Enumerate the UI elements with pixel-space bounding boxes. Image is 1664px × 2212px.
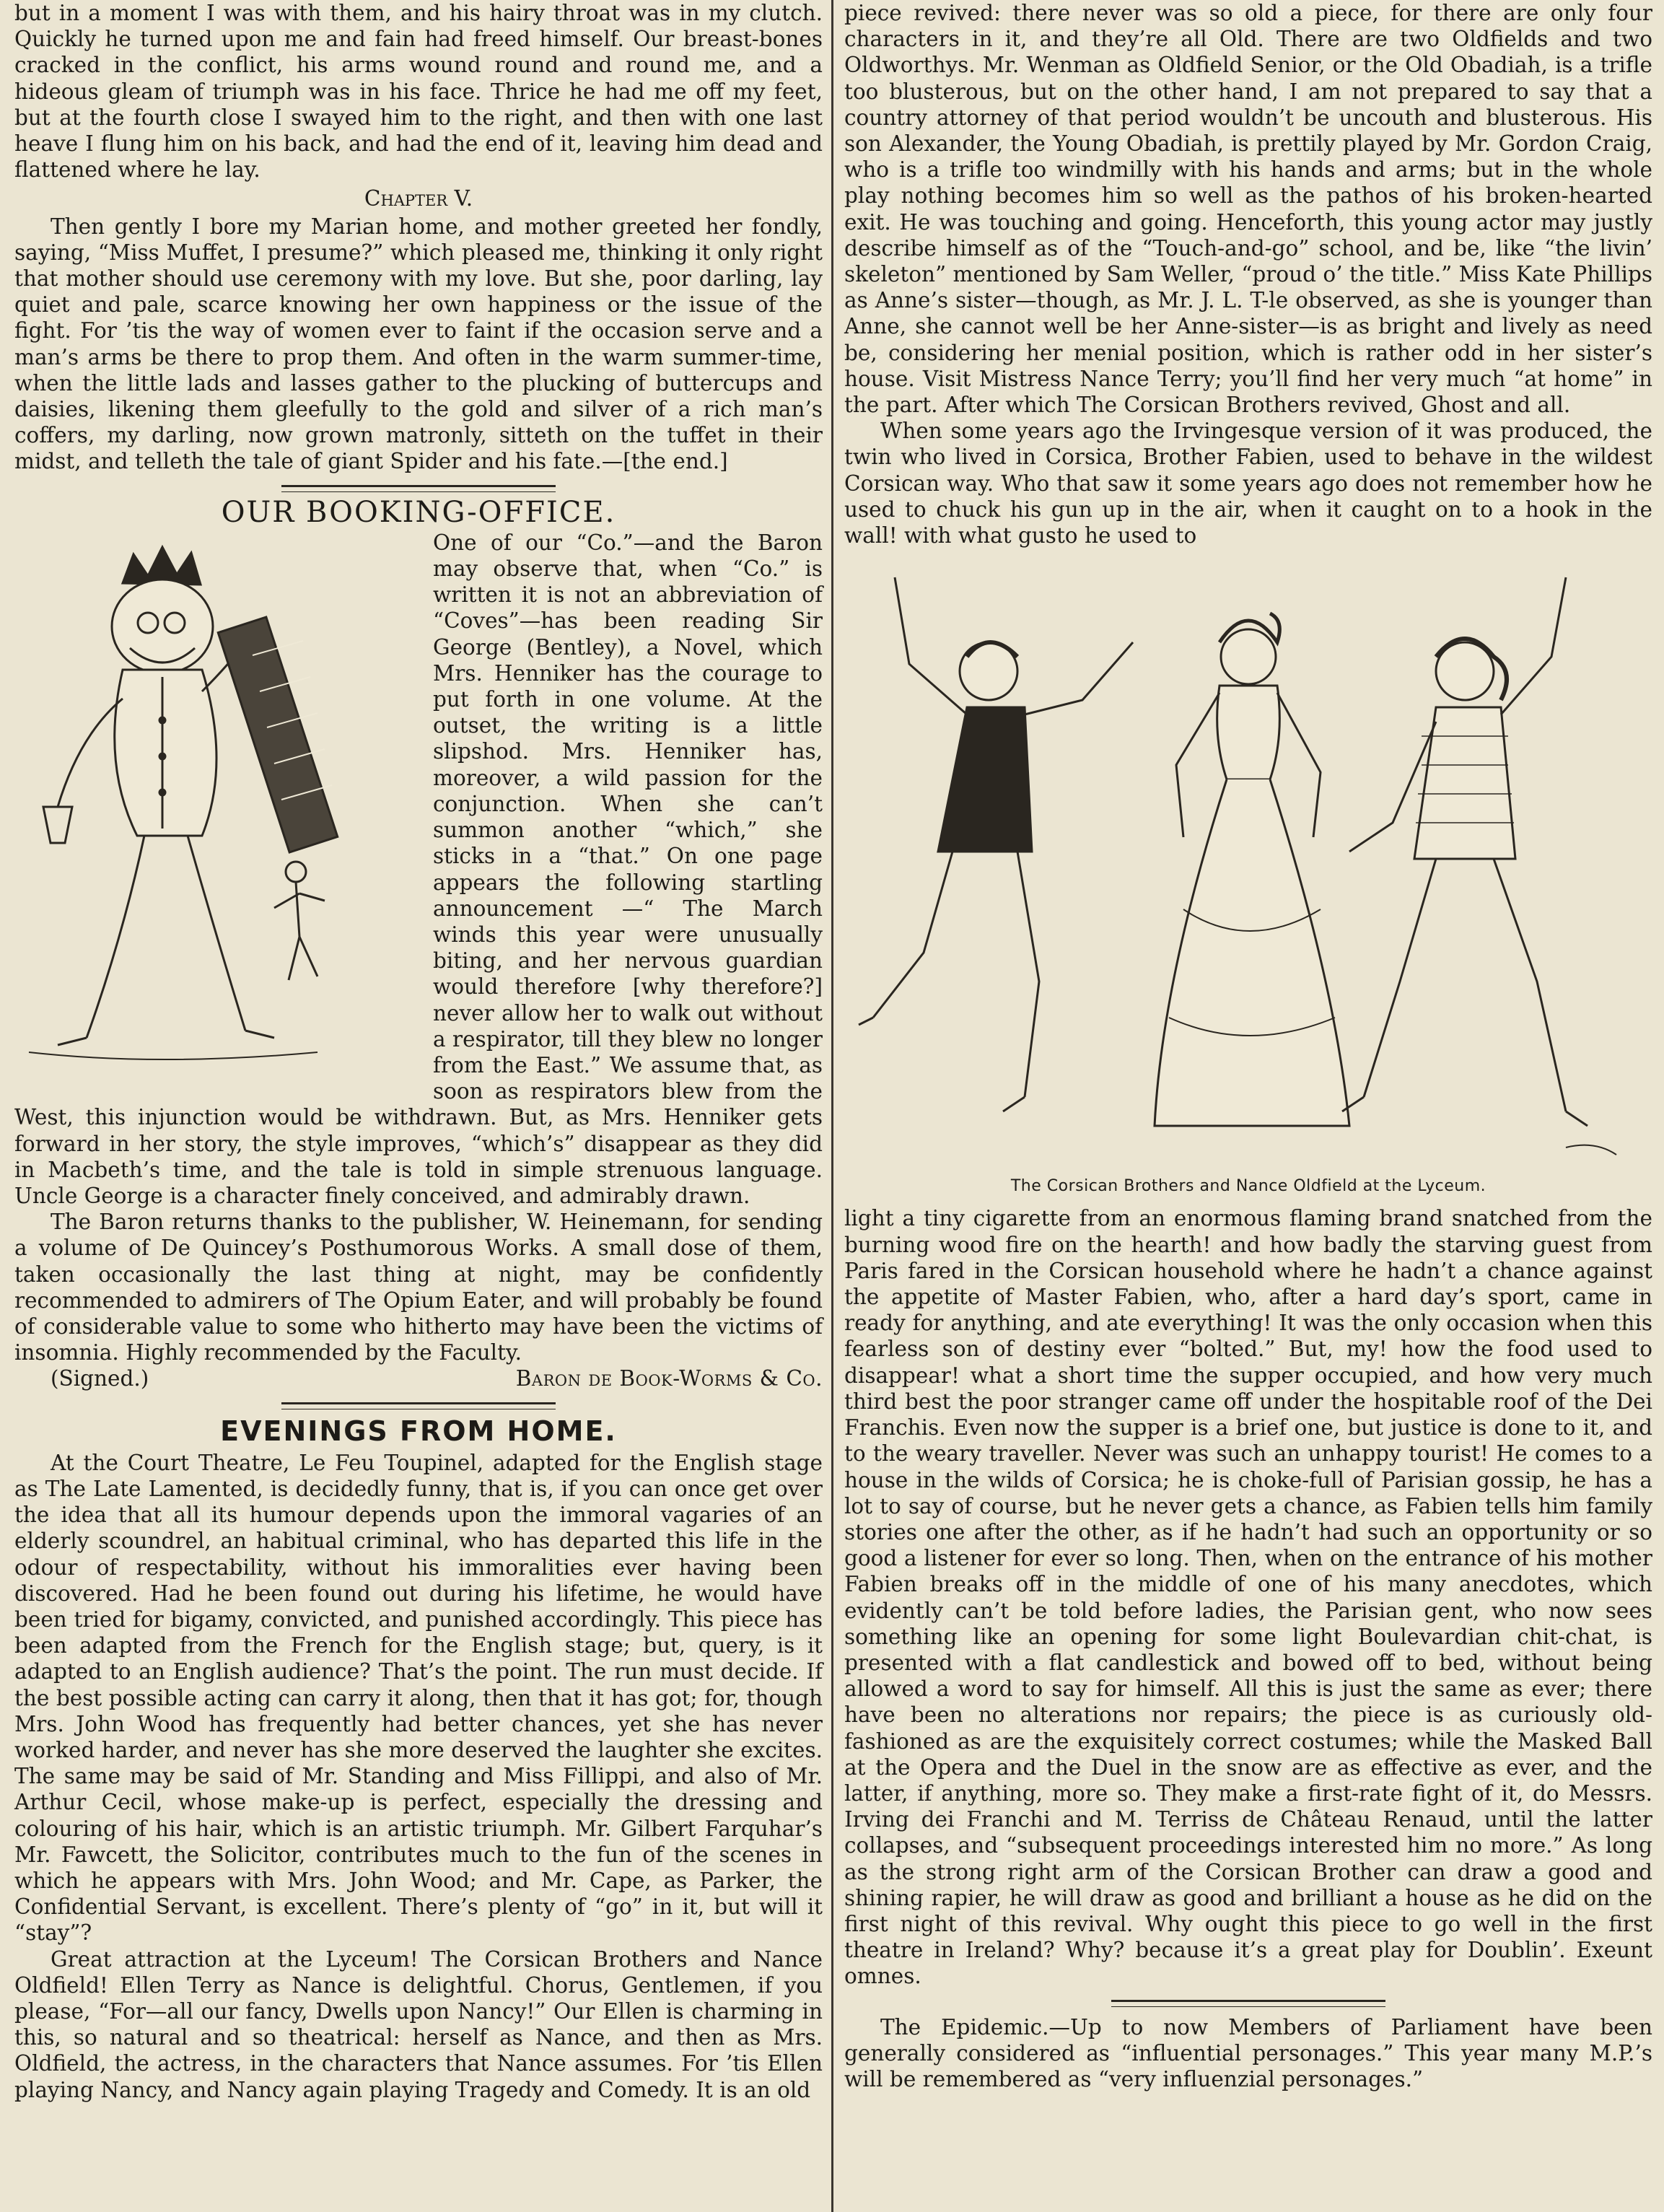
evenings-paragraph-1: At the Court Theatre, Le Feu Toupinel, adapted for the English stage as The Late Lamented, is decidedly funny, that is, if you can once get over the idea that all its humour depends upon the immoral vagaries of an elderly scoundrel, an habitual criminal, who has departed this life in the odour of respectability, without his immoralities ever having been discovered. Had he been found out during his lifetime, he would have been tried for bigamy, convicted, and punished accordingly. This piece has been adapted from the French for the English stage; but, query, is it adapted to an English audience? That’s the point. The run must decide. If the best possible acting can carry it along, then that it has got; for, though Mrs. John Wood has frequently had better chances, yet she has never worked harder, and never has she more deserved the laughter she excites. The same may be said of Mr. Standing and Miss Fillippi, and also of Mr. Arthur Cecil, whose make-up is perfect, especially the dressing and colouring of his hair, which is an artistic triumph. Mr. Gilbert Farquhar’s Mr. Fawcett, the Solicitor, contributes much to the fun of the scenes in which he appears with Mrs. John Wood; and Mr. Cape, as Parker, the Confidential Servant, is excellent. There’s plenty of “go” in it, but will it “stay”? (14, 1450, 823, 1946)
illustration-caption: The Corsican Brothers and Nance Oldfield at the Lyceum. (1010, 1177, 1486, 1196)
evenings-heading: EVENINGS FROM HOME. (220, 1415, 617, 1447)
section-divider (1111, 2000, 1385, 2007)
story-ending-paragraph: but in a moment I was with them, and his hairy throat was in my clutch. Quickly he turned upon me and fain had freed himself. Our breast-bones cracked in the conflict, his arms wound round and round me, and a hideous gleam of triumph was in his face. Thrice he had me off my feet, but at the fourth close I swayed him to the right, and then with one last heave I flung him on his back, and had the end of it, leaving him dead and flattened where he lay. (14, 1, 823, 183)
section-divider (281, 1402, 556, 1409)
chapter-five-paragraph: Then gently I bore my Marian home, and mother greeted her fondly, saying, “Miss Muffet, I presume?” which pleased me, thinking it only right that mother should use ceremony with my love. But she, poor darling, lay quiet and pale, scarce knowing her own happiness or the issue of the fight. For ’tis the way of women ever to faint if the occasion serve and a man’s arms be there to prop them. And often in the warm summer-time, when the little lads and lasses gather to the plucking of buttercups and daisies, likening them gleefully to the gold and silver of a rich man’s coffers, my darling, now grown matronly, sitteth on the tuffet in their midst, and telleth the tale of giant Spider and his fate.—[the end.] (14, 214, 823, 474)
lyceum-paragraph-1: piece revived: there never was so old a piece, for there are only four characters in it, and they’re all Old. There are two Oldfields and two Oldworthys. Mr. Wenman as Oldfield Senior, or the Old Obadiah, is a trifle too blusterous, but on the other hand, I am not prepared to say that a country attorney of that period wouldn’t be uncouth and blusterous. His son Alexander, the Young Obadiah, is prettily played by Mr. Gordon Craig, who is a trifle too windmilly with his hands and arms; but in the whole play nothing becomes him so well as the pathos of his broken-hearted exit. He was touching and going. Henceforth, this young actor may justly describe himself as of the “Touch-and-go” school, and be, like “the livin’ skeleton” mentioned by Sam Weller, “proud o’ the title.” Miss Kate Phillips as Anne’s sister—though, as Mr. J. L. T-le observed, as she is younger than Anne, she cannot well be her Anne-sister—is as bright and lively as need be, considering her menial position, which is rather odd in her sister’s house. Visit Mistress Nance Terry; you’ll find her very much “at home” in the part. After which The Corsican Brothers revived, Ghost and all. (844, 1, 1652, 418)
evenings-paragraph-2: Great attraction at the Lyceum! The Corsican Brothers and Nance Oldfield! Ellen Terry as Nance is delightful. Chorus, Gentlemen, if you please, “For—all our fancy, Dwells upon Nancy!” Our Ellen is charming in this, so natural and so theatrical: herself as Nance, and then as Mrs. Oldfield, the actress, in the characters that Nance assumes. For ’tis Ellen playing Nancy, and Nancy again playing Tragedy and Comedy. It is an old (14, 1946, 823, 2102)
right-column (844, 0, 1652, 2092)
epidemic-paragraph: The Epidemic.—Up to now Members of Parliament have been generally considered as “influential personages.” This year many M.P.’s will be remembered as “very influenzial personages.” (844, 2014, 1652, 2091)
signature-line (14, 1365, 823, 1391)
signed-label: (Signed.) (51, 1366, 149, 1391)
chapter-heading: Chapter V. (364, 186, 473, 211)
three-dancers-illustration (844, 548, 1652, 1169)
lyceum-paragraph-2: When some years ago the Irvingesque version of it was produced, the twin who lived in Corsica, Brother Fabien, used to behave in the wildest Corsican way. Who that saw it some years ago does not remember how he used to chuck his gun up in the air, when it caught on to a hook in the wall! with what gusto he used to (844, 419, 1652, 548)
section-divider (281, 485, 556, 492)
lyceum-paragraph-3: light a tiny cigarette from an enormous flaming brand snatched from the burning wood fire on the hearth! and how badly the starving guest from Paris fared in the Corsican household where he hadn’t a chance against the appetite of Master Fabien, who, after a hard day’s sport, came in ready for anything, and ate everything! It was the only occasion when this fearless son of destiny ever “bolted.” But, my! how the food used to disappear! what a short time the supper occupied, and how very much third best the poor stranger came off under the hospitable roof of the Dei Franchis. Even now the supper is a brief one, but justice is done to it, and to the weary traveller. Never was such an unhappy tourist! He comes to a house in the wilds of Corsica; he is choke-full of Parisian gossip, he has a lot to say of course, but he never gets a chance, as Fabien tells him family stories one after the other, as if he hadn’t had such an opportunity or so good a listener for ever so long. Then, when on the entrance of his mother Fabien breaks off in the middle of one of his many anecdotes, which evidently can’t be told before ladies, the Parisian gent, who now sees something like an opening for some light Boulevardian chit-chat, is presented with a flat candlestick and bowed off to bed, without being allowed a word to say for himself. All this is just the same as ever; there have been no alterations nor repairs; the piece is as curiously old-fashioned as are the exquisitely correct costumes; while the Masked Ball at the Opera and the Duel in the snow are as effective as ever, and the latter, if anything, more so. They make a first-rate fight of it, do Messrs. Irving dei Franchi and M. Terriss de Château Renaud, until the latter collapses, and “subsequent proceedings interested him no more.” As long as the strong right arm of the Corsican Brother can draw a good and shining rapier, he will draw as good and brilliant a house as he did on the first night of this revival. Why ought this piece to go well in the first theatre in Ireland? Why? because it’s a great play for Doublin’. Exeunt omnes. (844, 1206, 1652, 1989)
booking-office-heading: OUR BOOKING-OFFICE. (221, 495, 616, 529)
baron-with-book-illustration (14, 533, 419, 1081)
booking-paragraph-1: One of our “Co.”—and the Baron may observe that, when “Co.” is written it is not an abbreviation of “Coves”—has been reading Sir George (Bentley), a Novel, which Mrs. Henniker has the courage to put forth in one volume. At the outset, the writing is a little slipshod. Mrs. Henniker has, moreover, a wild passion for the conjunction. When she can’t summon another “which,” she sticks in a “that.” On one page appears the following startling announcement —“ The March winds this year were unusually biting, and her nervous guardian would therefore [why therefore?] never allow her to walk out without a respirator, till they blew no longer from the East.” We assume that, as soon as respirators blew from the West, this injunction would be withdrawn. But, as Mrs. Henniker gets forward in her story, the style improves, “which’s” disappear as they did in Macbeth’s time, and the tale is told in simple strenuous language. Uncle George is a character finely conceived, and admirably drawn. (14, 530, 823, 1208)
signature-name: Baron de Book-Worms & Co. (515, 1366, 823, 1391)
left-column (14, 0, 823, 2103)
booking-paragraph-2: The Baron returns thanks to the publisher, W. Heinemann, for sending a volume of De Quincey’s Posthumorous Works. A small dose of them, taken occasionally the last thing at night, may be confidently recommended to admirers of The Opium Eater, and will probably be found of considerable value to some who hitherto may have been the victims of insomnia. Highly recommended by the Faculty. (14, 1210, 823, 1365)
column-divider (831, 0, 833, 2212)
